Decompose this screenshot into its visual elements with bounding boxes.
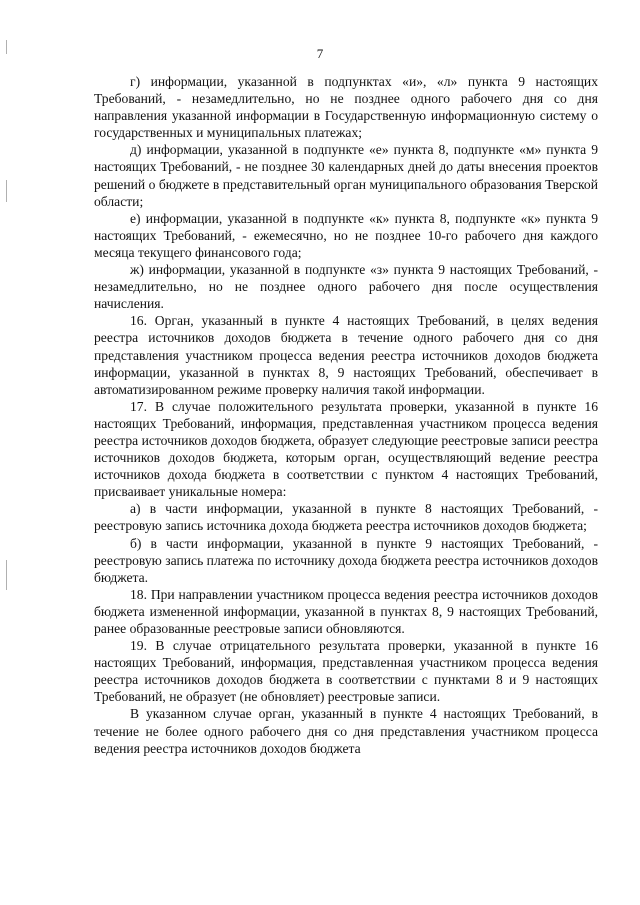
page-number: 7	[316, 46, 324, 61]
paragraph: е) информации, указанной в подпункте «к» пункта 8, подпункте «к» пункта 9 настоящих Требований, - ежемесячно, но не позднее 10-го рабочего дня каждого месяца текущего финансового года;	[94, 210, 598, 260]
paragraph: 18. При направлении участником процесса ведения реестра источников доходов бюджета измененной информации, указанной в пунктах 8, 9 настоящих Требований, ранее образованные реестровые записи обновляются.	[94, 586, 598, 636]
paragraph: б) в части информации, указанной в пункте 9 настоящих Требований, - реестровую запись платежа по источнику дохода бюджета реестра источников доходов бюджета.	[94, 535, 598, 585]
paragraph: г) информации, указанной в подпунктах «и», «л» пункта 9 настоящих Требований, - незамедлительно, но не позднее одного рабочего дня со дня направления указанной информации в Государственную информационную систему о государственных и муниципальных платежах;	[94, 74, 598, 141]
document-body	[94, 73, 598, 757]
scan-margin-mark	[6, 180, 7, 202]
paragraph: 16. Орган, указанный в пункте 4 настоящих Требований, в целях ведения реестра источников доходов бюджета в течение одного рабочего дня со дня представления участником процесса ведения реестра источников доходов бюджета информации, указанной в пунктах 8, 9 настоящих Требований, обеспечивает в автоматизированном режиме проверку наличия такой информации.	[94, 313, 598, 397]
scan-margin-mark	[6, 560, 7, 590]
paragraph: ж) информации, указанной в подпункте «з» пункта 9 настоящих Требований, - незамедлительно, но не позднее одного рабочего дня после осуществления начисления.	[94, 262, 598, 312]
paragraph: д) информации, указанной в подпункте «е» пункта 8, подпункте «м» пункта 9 настоящих Требований, - не позднее 30 календарных дней до даты внесения проектов решений о бюджете в представительный орган муниципального образования Тверской области;	[94, 142, 598, 209]
paragraph: В указанном случае орган, указанный в пункте 4 настоящих Требований, в течение не более одного рабочего дня со дня представления участником процесса ведения реестра источников доходов бюджета	[94, 706, 598, 756]
paragraph: 17. В случае положительного результата проверки, указанной в пункте 16 настоящих Требований, информация, представленная участником процесса ведения реестра источников доходов бюджета, образует следующие реестровые записи реестра источников доходов бюджета, которым орган, осуществляющий ведение реестра источников дохода бюджета в соответствии с пунктом 4 настоящих Требований, присваивает уникальные номера:	[94, 398, 598, 500]
paragraph: а) в части информации, указанной в пункте 8 настоящих Требований, - реестровую запись источника дохода бюджета реестра источников доходов бюджета;	[94, 501, 598, 534]
paragraph: 19. В случае отрицательного результата проверки, указанной в пункте 16 настоящих Требований, информация, представленная участником процесса ведения реестра источников доходов бюджета в соответствии с пунктами 8 и 9 настоящих Требований, не образует (не обновляет) реестровые записи.	[94, 638, 598, 705]
